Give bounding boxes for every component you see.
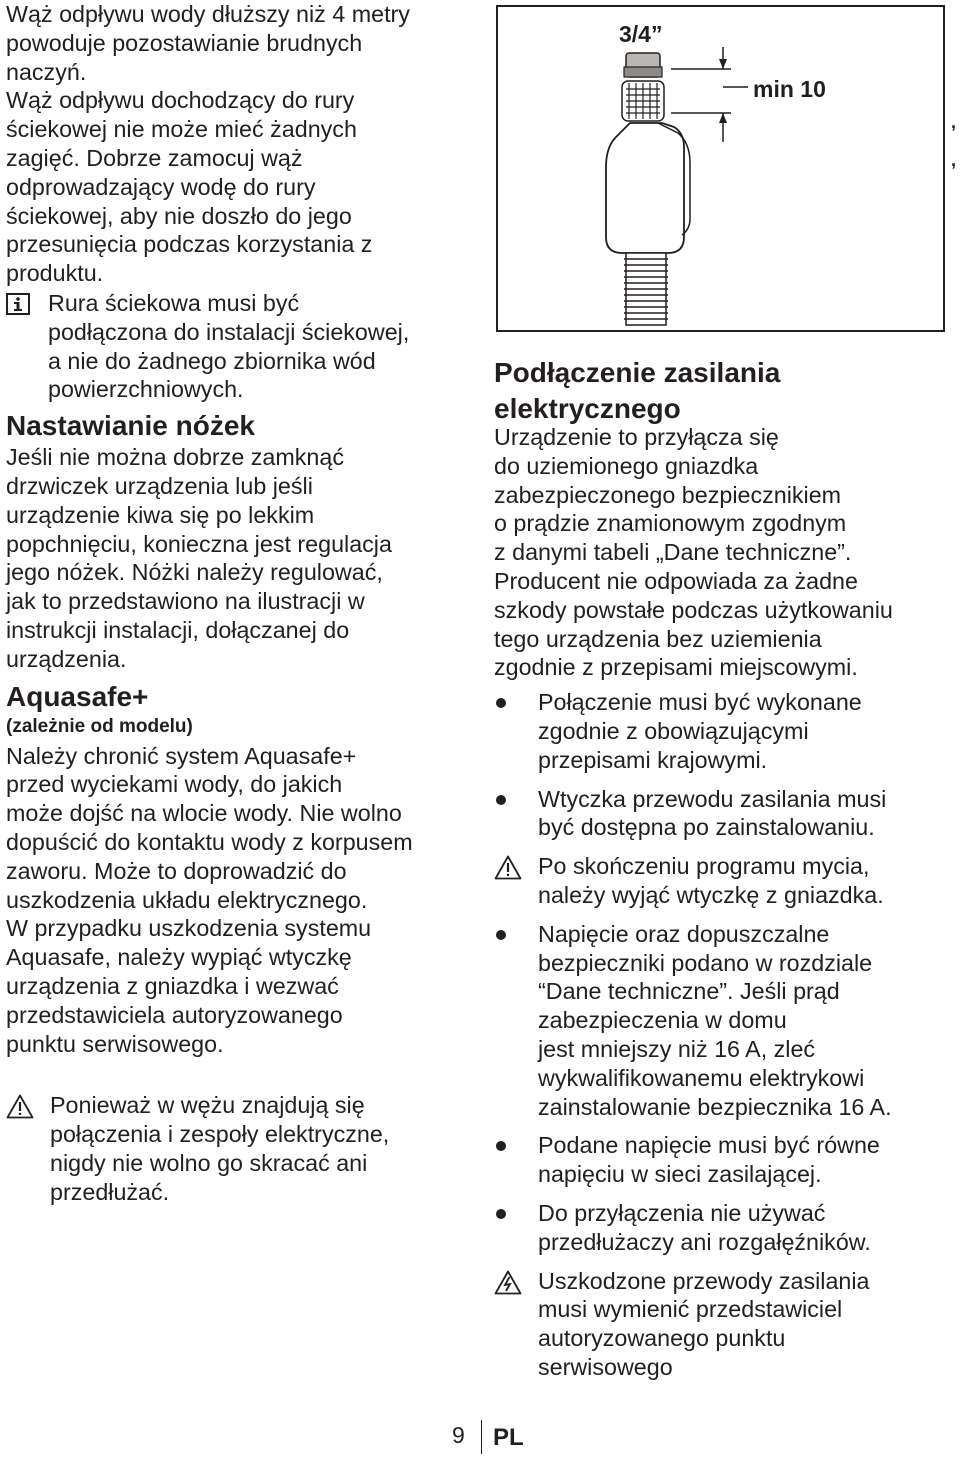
text-line: powoduje pozostawianie brudnych [6, 29, 363, 56]
text-line: powierzchniowych. [48, 376, 244, 403]
text-line: Wtyczka przewodu zasilania musi [538, 785, 887, 812]
info-note-text [48, 289, 476, 404]
text-line: bezpieczniki podano w rozdziale [538, 949, 873, 976]
power-items-list [494, 688, 950, 1382]
text-line: Po skończeniu programu mycia, [538, 853, 870, 880]
page-footer [0, 1420, 960, 1460]
power-list-item-text [538, 1131, 950, 1189]
text-line: Producent nie odpowiada za żadne [494, 567, 858, 594]
power-list-item-text [538, 920, 950, 1122]
text-line: podłączona do instalacji ściekowej, [48, 318, 410, 345]
info-note [6, 289, 476, 404]
text-line: przepisami krajowymi. [538, 746, 768, 773]
text-line: przesunięcia podczas korzystania z [6, 231, 373, 258]
text-line: instrukcji instalacji, dołączanej do [6, 616, 350, 643]
hose-connection-figure [496, 5, 945, 332]
text-line: Należy chronić system Aquasafe+ [6, 742, 357, 769]
text-line: Połączenie musi być wykonane [538, 689, 862, 716]
edge-mark: , [951, 150, 957, 170]
bullet-dot-icon [494, 1199, 534, 1232]
hose-warning-text [50, 1091, 476, 1206]
bullet-dot-icon [494, 920, 534, 953]
text-line: dopuścić do kontaktu wody z korpusem [6, 828, 413, 855]
power-heading-line-2: elektrycznego [494, 393, 681, 424]
text-line: musi wymienić przedstawiciel [538, 1296, 843, 1323]
power-list-item-text [538, 1199, 950, 1257]
text-line: przed wyciekami wody, do jakich [6, 771, 343, 798]
text-line: do uziemionego gniazdka [494, 452, 759, 479]
power-list-item-text [538, 785, 950, 843]
power-list-item [494, 1267, 950, 1382]
text-line: zaworu. Może to doprowadzić do [6, 857, 347, 884]
text-line: zabezpieczonego bezpiecznikiem [494, 481, 842, 508]
text-line: Jeśli nie można dobrze zamknąć [6, 444, 344, 471]
text-line: zabezpieczenia w domu [538, 1007, 787, 1034]
power-paragraph [494, 423, 950, 682]
text-line: należy wyjąć wtyczkę z gniazdka. [538, 881, 884, 908]
power-list-item [494, 1131, 950, 1189]
right-column [494, 355, 950, 1382]
bullet-dot-icon [494, 1131, 534, 1164]
edge-mark: , [951, 112, 957, 132]
info-icon [6, 293, 30, 320]
power-list-item [494, 1199, 950, 1257]
text-line: jak to przedstawiono na ilustracji w [6, 588, 365, 615]
warning-triangle-icon [6, 1094, 34, 1124]
text-line: wykwalifikowanemu elektrykowi [538, 1064, 865, 1091]
language-code: PL [493, 1424, 524, 1451]
aquasafe-heading: Aquasafe+ [6, 680, 149, 712]
text-line: punktu serwisowego. [6, 1030, 224, 1057]
text-line: Uszkodzone przewody zasilania [538, 1267, 870, 1294]
text-line: zgodnie z przepisami miejscowymi. [494, 654, 858, 681]
text-line: autoryzowanego punktu [538, 1325, 786, 1352]
page-number: 9 [452, 1422, 465, 1448]
min-distance-label: min 10 [753, 76, 826, 102]
text-line: Rura ściekowa musi być [48, 289, 300, 316]
footer-divider [481, 1420, 482, 1454]
text-line: zgodnie z obowiązującymi [538, 717, 809, 744]
warning-triangle-icon [494, 855, 534, 885]
text-line: popchnięciu, konieczna jest regulacja [6, 530, 392, 557]
bullet-dot-icon [494, 785, 534, 818]
text-line: ściekowej, aby nie doszło do jego [6, 202, 352, 229]
left-column [6, 0, 476, 1206]
text-line: zagięć. Dobrze zamocuj wąż [6, 144, 303, 171]
hose-illustration [498, 7, 943, 330]
text-line: przedstawiciela autoryzowanego [6, 1001, 343, 1028]
power-list-item-text [538, 852, 950, 910]
text-line: Podane napięcie musi być równe [538, 1132, 880, 1159]
text-line: Wąż odpływu dochodzący do rury [6, 87, 355, 114]
text-line: Urządzenie to przyłącza się [494, 424, 779, 450]
thread-size-label: 3/4” [619, 21, 663, 47]
power-list-item [494, 688, 950, 774]
text-line: połączenia i zespoły elektryczne, [50, 1121, 390, 1148]
electric-warning-icon [494, 1270, 534, 1300]
text-line: W przypadku uszkodzenia systemu [6, 915, 372, 942]
aquasafe-paragraph [6, 742, 476, 1059]
aquasafe-model-note: (zależnie od modelu) [6, 715, 193, 737]
text-line: urządzenia. [6, 645, 127, 672]
text-line: ściekowej nie może mieć żadnych [6, 116, 357, 143]
text-line: uszkodzenia układu elektrycznego. [6, 886, 368, 913]
text-line: naczyń. [6, 58, 87, 85]
text-line: przedłużać. [50, 1178, 170, 1205]
power-list-item [494, 852, 950, 910]
text-line: zainstalowanie bezpiecznika 16 A. [538, 1093, 892, 1120]
text-line: produktu. [6, 260, 104, 287]
text-line: jego nóżek. Nóżki należy regulować, [6, 559, 383, 586]
feet-paragraph [6, 443, 476, 673]
text-line: Napięcie oraz dopuszczalne [538, 920, 830, 947]
text-line: a nie do żadnego zbiornika wód [48, 347, 376, 374]
text-line: Aquasafe, należy wypiąć wtyczkę [6, 944, 352, 971]
text-line: może dojść na wlocie wody. Nie wolno [6, 800, 402, 827]
text-line: Do przyłączenia nie używać [538, 1199, 826, 1226]
text-line: przedłużaczy ani rozgałęźników. [538, 1228, 871, 1255]
power-list-item-text [538, 1267, 950, 1382]
power-list-item [494, 920, 950, 1122]
power-heading [494, 355, 950, 427]
power-list-item-text [538, 688, 950, 774]
drain-hose-paragraph [6, 0, 476, 288]
text-line: urządzenia z gniazdka i wezwać [6, 972, 339, 999]
text-line: szkody powstałe podczas użytkowaniu [494, 596, 893, 623]
text-line: jest mniejszy niż 16 A, zleć [538, 1035, 816, 1062]
text-line: Ponieważ w wężu znajdują się [50, 1092, 365, 1119]
text-line: być dostępna po zainstalowaniu. [538, 814, 875, 841]
text-line: o prądzie znamionowym zgodnym [494, 510, 847, 537]
text-line: serwisowego [538, 1353, 673, 1380]
feet-heading: Nastawianie nóżek [6, 410, 255, 442]
hose-warning [6, 1091, 476, 1206]
bullet-dot-icon [494, 688, 534, 721]
text-line: z danymi tabeli „Dane techniczne”. [494, 539, 852, 566]
power-heading-line-1: Podłączenie zasilania [494, 357, 781, 388]
text-line: urządzenie kiwa się po lekkim [6, 501, 315, 528]
text-line: tego urządzenia bez uziemienia [494, 625, 822, 652]
text-line: napięciu w sieci zasilającej. [538, 1161, 822, 1188]
text-line: odprowadzający wodę do rury [6, 173, 316, 200]
text-line: drzwiczek urządzenia lub jeśli [6, 472, 313, 499]
text-line: Wąż odpływu wody dłuższy niż 4 metry [6, 1, 410, 27]
text-line: “Dane techniczne”. Jeśli prąd [538, 978, 840, 1005]
power-list-item [494, 785, 950, 843]
text-line: nigdy nie wolno go skracać ani [50, 1149, 368, 1176]
